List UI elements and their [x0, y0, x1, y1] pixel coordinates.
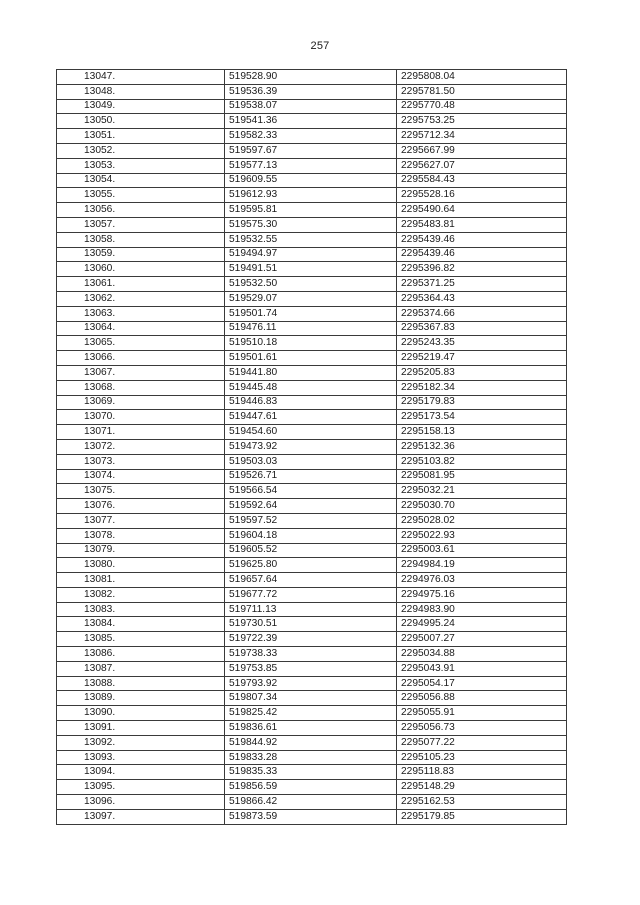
- table-row: [57, 661, 567, 676]
- table-row: [57, 780, 567, 795]
- easting-cell: 519582.33: [225, 129, 397, 144]
- northing-cell: 2295374.66: [397, 306, 567, 321]
- point-number-cell: 13066.: [57, 351, 225, 366]
- northing-cell: 2295528.16: [397, 188, 567, 203]
- page-number: 257: [310, 40, 330, 52]
- northing-cell: 2295162.53: [397, 795, 567, 810]
- point-number-cell: 13089.: [57, 691, 225, 706]
- point-number-cell: 13077.: [57, 513, 225, 528]
- point-number-cell: 13053.: [57, 158, 225, 173]
- easting-cell: 519833.28: [225, 750, 397, 765]
- table-row: [57, 484, 567, 499]
- coordinate-table-body: [57, 70, 567, 825]
- table-row: [57, 721, 567, 736]
- point-number-cell: 13097.: [57, 809, 225, 824]
- easting-cell: 519528.90: [225, 70, 397, 85]
- easting-cell: 519597.52: [225, 513, 397, 528]
- easting-cell: 519541.36: [225, 114, 397, 129]
- easting-cell: 519844.92: [225, 735, 397, 750]
- point-number-cell: 13047.: [57, 70, 225, 85]
- northing-cell: 2295770.48: [397, 99, 567, 114]
- point-number-cell: 13080.: [57, 558, 225, 573]
- northing-cell: 2295056.88: [397, 691, 567, 706]
- easting-cell: 519501.61: [225, 351, 397, 366]
- easting-cell: 519722.39: [225, 632, 397, 647]
- point-number-cell: 13092.: [57, 735, 225, 750]
- easting-cell: 519866.42: [225, 795, 397, 810]
- northing-cell: 2295753.25: [397, 114, 567, 129]
- northing-cell: 2295179.83: [397, 395, 567, 410]
- table-row: [57, 173, 567, 188]
- point-number-cell: 13086.: [57, 647, 225, 662]
- easting-cell: 519730.51: [225, 617, 397, 632]
- northing-cell: 2295667.99: [397, 143, 567, 158]
- easting-cell: 519446.83: [225, 395, 397, 410]
- easting-cell: 519609.55: [225, 173, 397, 188]
- northing-cell: 2295034.88: [397, 647, 567, 662]
- point-number-cell: 13067.: [57, 365, 225, 380]
- point-number-cell: 13061.: [57, 277, 225, 292]
- point-number-cell: 13069.: [57, 395, 225, 410]
- point-number-cell: 13090.: [57, 706, 225, 721]
- northing-cell: 2294995.24: [397, 617, 567, 632]
- table-row: [57, 617, 567, 632]
- easting-cell: 519577.13: [225, 158, 397, 173]
- easting-cell: 519711.13: [225, 602, 397, 617]
- table-row: [57, 795, 567, 810]
- easting-cell: 519536.39: [225, 84, 397, 99]
- easting-cell: 519873.59: [225, 809, 397, 824]
- table-row: [57, 543, 567, 558]
- northing-cell: 2295007.27: [397, 632, 567, 647]
- northing-cell: 2295077.22: [397, 735, 567, 750]
- table-row: [57, 425, 567, 440]
- northing-cell: 2295054.17: [397, 676, 567, 691]
- northing-cell: 2294984.19: [397, 558, 567, 573]
- table-row: [57, 573, 567, 588]
- easting-cell: 519532.50: [225, 277, 397, 292]
- point-number-cell: 13091.: [57, 721, 225, 736]
- table-row: [57, 114, 567, 129]
- northing-cell: 2295118.83: [397, 765, 567, 780]
- point-number-cell: 13082.: [57, 587, 225, 602]
- easting-cell: 519566.54: [225, 484, 397, 499]
- table-row: [57, 691, 567, 706]
- easting-cell: 519503.03: [225, 454, 397, 469]
- easting-cell: 519738.33: [225, 647, 397, 662]
- easting-cell: 519592.64: [225, 499, 397, 514]
- table-row: [57, 765, 567, 780]
- point-number-cell: 13056.: [57, 203, 225, 218]
- easting-cell: 519657.64: [225, 573, 397, 588]
- table-row: [57, 602, 567, 617]
- easting-cell: 519529.07: [225, 291, 397, 306]
- point-number-cell: 13075.: [57, 484, 225, 499]
- point-number-cell: 13081.: [57, 573, 225, 588]
- point-number-cell: 13087.: [57, 661, 225, 676]
- northing-cell: 2295781.50: [397, 84, 567, 99]
- table-row: [57, 809, 567, 824]
- point-number-cell: 13063.: [57, 306, 225, 321]
- northing-cell: 2295371.25: [397, 277, 567, 292]
- easting-cell: 519625.80: [225, 558, 397, 573]
- easting-cell: 519538.07: [225, 99, 397, 114]
- point-number-cell: 13070.: [57, 410, 225, 425]
- coordinate-table-container: [56, 69, 566, 825]
- point-number-cell: 13096.: [57, 795, 225, 810]
- easting-cell: 519836.61: [225, 721, 397, 736]
- table-row: [57, 232, 567, 247]
- northing-cell: 2295148.29: [397, 780, 567, 795]
- table-row: [57, 291, 567, 306]
- point-number-cell: 13055.: [57, 188, 225, 203]
- table-row: [57, 439, 567, 454]
- table-row: [57, 262, 567, 277]
- table-row: [57, 632, 567, 647]
- easting-cell: 519494.97: [225, 247, 397, 262]
- table-row: [57, 84, 567, 99]
- point-number-cell: 13078.: [57, 528, 225, 543]
- point-number-cell: 13073.: [57, 454, 225, 469]
- table-row: [57, 528, 567, 543]
- table-row: [57, 277, 567, 292]
- point-number-cell: 13048.: [57, 84, 225, 99]
- point-number-cell: 13084.: [57, 617, 225, 632]
- point-number-cell: 13071.: [57, 425, 225, 440]
- table-row: [57, 647, 567, 662]
- table-row: [57, 410, 567, 425]
- northing-cell: 2295132.36: [397, 439, 567, 454]
- table-row: [57, 380, 567, 395]
- northing-cell: 2295028.02: [397, 513, 567, 528]
- northing-cell: 2295367.83: [397, 321, 567, 336]
- northing-cell: 2295364.43: [397, 291, 567, 306]
- easting-cell: 519454.60: [225, 425, 397, 440]
- northing-cell: 2295396.82: [397, 262, 567, 277]
- point-number-cell: 13085.: [57, 632, 225, 647]
- northing-cell: 2295205.83: [397, 365, 567, 380]
- northing-cell: 2295584.43: [397, 173, 567, 188]
- table-row: [57, 143, 567, 158]
- point-number-cell: 13059.: [57, 247, 225, 262]
- easting-cell: 519825.42: [225, 706, 397, 721]
- table-row: [57, 188, 567, 203]
- point-number-cell: 13093.: [57, 750, 225, 765]
- point-number-cell: 13094.: [57, 765, 225, 780]
- easting-cell: 519473.92: [225, 439, 397, 454]
- easting-cell: 519501.74: [225, 306, 397, 321]
- point-number-cell: 13052.: [57, 143, 225, 158]
- northing-cell: 2295490.64: [397, 203, 567, 218]
- point-number-cell: 13054.: [57, 173, 225, 188]
- northing-cell: 2295179.85: [397, 809, 567, 824]
- easting-cell: 519491.51: [225, 262, 397, 277]
- easting-cell: 519526.71: [225, 469, 397, 484]
- northing-cell: 2295808.04: [397, 70, 567, 85]
- table-row: [57, 129, 567, 144]
- northing-cell: 2295243.35: [397, 336, 567, 351]
- table-row: [57, 306, 567, 321]
- easting-cell: 519753.85: [225, 661, 397, 676]
- easting-cell: 519597.67: [225, 143, 397, 158]
- easting-cell: 519793.92: [225, 676, 397, 691]
- point-number-cell: 13076.: [57, 499, 225, 514]
- northing-cell: 2295483.81: [397, 217, 567, 232]
- table-row: [57, 351, 567, 366]
- point-number-cell: 13083.: [57, 602, 225, 617]
- point-number-cell: 13095.: [57, 780, 225, 795]
- point-number-cell: 13060.: [57, 262, 225, 277]
- northing-cell: 2295055.91: [397, 706, 567, 721]
- easting-cell: 519835.33: [225, 765, 397, 780]
- table-row: [57, 499, 567, 514]
- point-number-cell: 13050.: [57, 114, 225, 129]
- northing-cell: 2294983.90: [397, 602, 567, 617]
- point-number-cell: 13079.: [57, 543, 225, 558]
- northing-cell: 2295173.54: [397, 410, 567, 425]
- northing-cell: 2295030.70: [397, 499, 567, 514]
- northing-cell: 2295056.73: [397, 721, 567, 736]
- northing-cell: 2295043.91: [397, 661, 567, 676]
- table-row: [57, 587, 567, 602]
- coordinate-table: [56, 69, 567, 825]
- northing-cell: 2295627.07: [397, 158, 567, 173]
- northing-cell: 2294975.16: [397, 587, 567, 602]
- easting-cell: 519604.18: [225, 528, 397, 543]
- table-row: [57, 321, 567, 336]
- table-row: [57, 676, 567, 691]
- northing-cell: 2295022.93: [397, 528, 567, 543]
- table-row: [57, 469, 567, 484]
- point-number-cell: 13065.: [57, 336, 225, 351]
- northing-cell: 2295439.46: [397, 247, 567, 262]
- table-row: [57, 558, 567, 573]
- northing-cell: 2295182.34: [397, 380, 567, 395]
- easting-cell: 519445.48: [225, 380, 397, 395]
- table-row: [57, 365, 567, 380]
- northing-cell: 2295081.95: [397, 469, 567, 484]
- easting-cell: 519807.34: [225, 691, 397, 706]
- easting-cell: 519441.80: [225, 365, 397, 380]
- easting-cell: 519476.11: [225, 321, 397, 336]
- table-row: [57, 217, 567, 232]
- point-number-cell: 13074.: [57, 469, 225, 484]
- easting-cell: 519612.93: [225, 188, 397, 203]
- point-number-cell: 13064.: [57, 321, 225, 336]
- easting-cell: 519447.61: [225, 410, 397, 425]
- easting-cell: 519595.81: [225, 203, 397, 218]
- table-row: [57, 513, 567, 528]
- easting-cell: 519532.55: [225, 232, 397, 247]
- easting-cell: 519510.18: [225, 336, 397, 351]
- table-row: [57, 158, 567, 173]
- point-number-cell: 13049.: [57, 99, 225, 114]
- table-row: [57, 750, 567, 765]
- table-row: [57, 706, 567, 721]
- table-row: [57, 70, 567, 85]
- northing-cell: 2295105.23: [397, 750, 567, 765]
- easting-cell: 519605.52: [225, 543, 397, 558]
- point-number-cell: 13057.: [57, 217, 225, 232]
- northing-cell: 2294976.03: [397, 573, 567, 588]
- point-number-cell: 13051.: [57, 129, 225, 144]
- northing-cell: 2295103.82: [397, 454, 567, 469]
- table-row: [57, 395, 567, 410]
- table-row: [57, 99, 567, 114]
- table-row: [57, 454, 567, 469]
- easting-cell: 519856.59: [225, 780, 397, 795]
- point-number-cell: 13062.: [57, 291, 225, 306]
- point-number-cell: 13058.: [57, 232, 225, 247]
- table-row: [57, 203, 567, 218]
- table-row: [57, 735, 567, 750]
- point-number-cell: 13088.: [57, 676, 225, 691]
- northing-cell: 2295712.34: [397, 129, 567, 144]
- table-row: [57, 247, 567, 262]
- northing-cell: 2295158.13: [397, 425, 567, 440]
- northing-cell: 2295439.46: [397, 232, 567, 247]
- point-number-cell: 13072.: [57, 439, 225, 454]
- northing-cell: 2295003.61: [397, 543, 567, 558]
- easting-cell: 519677.72: [225, 587, 397, 602]
- easting-cell: 519575.30: [225, 217, 397, 232]
- point-number-cell: 13068.: [57, 380, 225, 395]
- northing-cell: 2295219.47: [397, 351, 567, 366]
- table-row: [57, 336, 567, 351]
- northing-cell: 2295032.21: [397, 484, 567, 499]
